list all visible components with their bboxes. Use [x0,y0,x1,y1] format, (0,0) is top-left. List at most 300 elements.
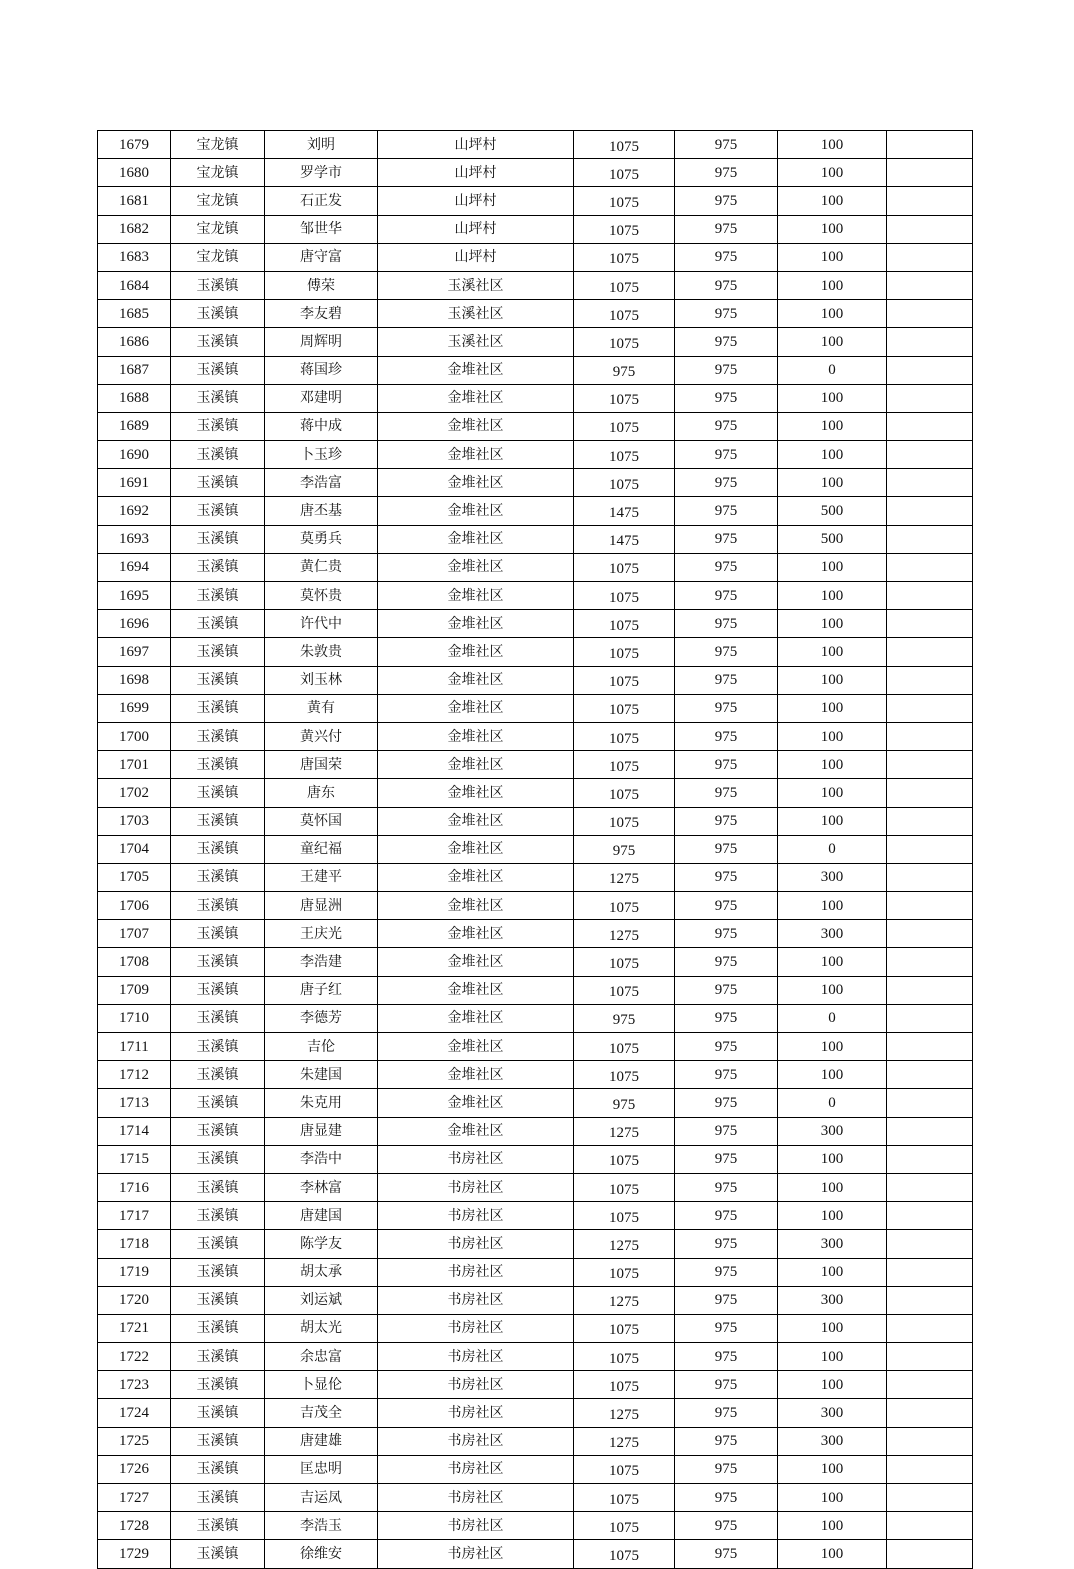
amount-a-cell: 1075 [574,215,675,243]
name-cell: 李浩富 [265,469,378,497]
difference-cell: 100 [778,187,887,215]
table-row [98,497,973,525]
name-cell: 唐建雄 [265,1427,378,1455]
remark-cell [887,1455,973,1483]
remark-cell [887,751,973,779]
community-cell: 金堆社区 [378,384,574,412]
difference-cell: 100 [778,271,887,299]
name-cell: 蒋中成 [265,412,378,440]
amount-a-cell: 1475 [574,497,675,525]
table-row [98,1427,973,1455]
amount-a-cell: 1075 [574,751,675,779]
amount-a-cell: 1075 [574,638,675,666]
amount-b-cell: 975 [675,1371,778,1399]
amount-a-cell: 1075 [574,582,675,610]
remark-cell [887,1202,973,1230]
community-cell: 金堆社区 [378,610,574,638]
town-cell: 玉溪镇 [171,497,265,525]
row-number-cell: 1680 [98,159,171,187]
amount-b-cell: 975 [675,356,778,384]
table-row [98,610,973,638]
amount-a-cell: 1275 [574,1427,675,1455]
table-row [98,694,973,722]
remark-cell [887,469,973,497]
name-cell: 李浩玉 [265,1512,378,1540]
difference-cell: 100 [778,610,887,638]
name-cell: 胡太光 [265,1314,378,1342]
remark-cell [887,1061,973,1089]
amount-b-cell: 975 [675,159,778,187]
difference-cell: 0 [778,835,887,863]
community-cell: 山坪村 [378,215,574,243]
row-number-cell: 1690 [98,441,171,469]
row-number-cell: 1727 [98,1484,171,1512]
community-cell: 金堆社区 [378,356,574,384]
table-row [98,666,973,694]
amount-b-cell: 975 [675,497,778,525]
name-cell: 莫怀贵 [265,582,378,610]
town-cell: 玉溪镇 [171,1371,265,1399]
name-cell: 李浩中 [265,1145,378,1173]
remark-cell [887,1258,973,1286]
remark-cell [887,1286,973,1314]
row-number-cell: 1679 [98,131,171,159]
table-row [98,1004,973,1032]
name-cell: 周辉明 [265,328,378,356]
town-cell: 玉溪镇 [171,920,265,948]
amount-a-cell: 1075 [574,1314,675,1342]
community-cell: 书房社区 [378,1455,574,1483]
row-number-cell: 1688 [98,384,171,412]
difference-cell: 100 [778,1343,887,1371]
remark-cell [887,807,973,835]
amount-b-cell: 975 [675,1286,778,1314]
amount-a-cell: 1075 [574,441,675,469]
community-cell: 金堆社区 [378,553,574,581]
row-number-cell: 1696 [98,610,171,638]
difference-cell: 100 [778,243,887,271]
amount-b-cell: 975 [675,751,778,779]
difference-cell: 100 [778,948,887,976]
row-number-cell: 1726 [98,1455,171,1483]
community-cell: 书房社区 [378,1512,574,1540]
table-row [98,1343,973,1371]
community-cell: 金堆社区 [378,412,574,440]
difference-cell: 100 [778,751,887,779]
table-row [98,328,973,356]
amount-b-cell: 975 [675,412,778,440]
difference-cell: 0 [778,1004,887,1032]
town-cell: 玉溪镇 [171,1089,265,1117]
difference-cell: 100 [778,412,887,440]
town-cell: 玉溪镇 [171,1004,265,1032]
community-cell: 金堆社区 [378,441,574,469]
amount-b-cell: 975 [675,807,778,835]
remark-cell [887,1540,973,1568]
row-number-cell: 1702 [98,779,171,807]
difference-cell: 100 [778,384,887,412]
community-cell: 金堆社区 [378,638,574,666]
row-number-cell: 1712 [98,1061,171,1089]
community-cell: 书房社区 [378,1540,574,1568]
remark-cell [887,441,973,469]
amount-b-cell: 975 [675,1089,778,1117]
community-cell: 金堆社区 [378,892,574,920]
name-cell: 吉茂全 [265,1399,378,1427]
table-row [98,1033,973,1061]
table-row [98,779,973,807]
difference-cell: 100 [778,1202,887,1230]
table-body [98,131,973,1569]
table-row [98,1286,973,1314]
amount-a-cell: 1075 [574,243,675,271]
table-row [98,835,973,863]
community-cell: 山坪村 [378,159,574,187]
amount-b-cell: 975 [675,553,778,581]
amount-b-cell: 975 [675,1230,778,1258]
row-number-cell: 1693 [98,525,171,553]
row-number-cell: 1716 [98,1173,171,1201]
town-cell: 玉溪镇 [171,1202,265,1230]
row-number-cell: 1721 [98,1314,171,1342]
name-cell: 徐维安 [265,1540,378,1568]
town-cell: 玉溪镇 [171,553,265,581]
town-cell: 玉溪镇 [171,1117,265,1145]
town-cell: 玉溪镇 [171,1033,265,1061]
difference-cell: 100 [778,638,887,666]
amount-b-cell: 975 [675,300,778,328]
name-cell: 邹世华 [265,215,378,243]
remark-cell [887,638,973,666]
row-number-cell: 1681 [98,187,171,215]
name-cell: 匡忠明 [265,1455,378,1483]
town-cell: 玉溪镇 [171,1540,265,1568]
remark-cell [887,131,973,159]
row-number-cell: 1720 [98,1286,171,1314]
town-cell: 玉溪镇 [171,1061,265,1089]
amount-b-cell: 975 [675,131,778,159]
amount-b-cell: 975 [675,1004,778,1032]
town-cell: 玉溪镇 [171,356,265,384]
amount-b-cell: 975 [675,779,778,807]
name-cell: 黄有 [265,694,378,722]
amount-b-cell: 975 [675,694,778,722]
amount-a-cell: 1075 [574,412,675,440]
name-cell: 石正发 [265,187,378,215]
difference-cell: 100 [778,159,887,187]
town-cell: 玉溪镇 [171,863,265,891]
row-number-cell: 1715 [98,1145,171,1173]
name-cell: 唐显洲 [265,892,378,920]
table-row [98,384,973,412]
table-row [98,722,973,750]
row-number-cell: 1723 [98,1371,171,1399]
table-row [98,525,973,553]
table-row [98,243,973,271]
community-cell: 金堆社区 [378,497,574,525]
remark-cell [887,1004,973,1032]
table-row [98,1117,973,1145]
amount-b-cell: 975 [675,1484,778,1512]
name-cell: 吉伦 [265,1033,378,1061]
amount-b-cell: 975 [675,1202,778,1230]
amount-a-cell: 1275 [574,1230,675,1258]
town-cell: 玉溪镇 [171,1399,265,1427]
difference-cell: 100 [778,328,887,356]
community-cell: 玉溪社区 [378,328,574,356]
remark-cell [887,243,973,271]
community-cell: 金堆社区 [378,807,574,835]
community-cell: 金堆社区 [378,1004,574,1032]
remark-cell [887,1033,973,1061]
amount-a-cell: 1075 [574,948,675,976]
community-cell: 金堆社区 [378,666,574,694]
amount-a-cell: 1075 [574,1033,675,1061]
amount-b-cell: 975 [675,976,778,1004]
town-cell: 玉溪镇 [171,441,265,469]
table-row [98,553,973,581]
town-cell: 玉溪镇 [171,1230,265,1258]
remark-cell [887,1427,973,1455]
town-cell: 玉溪镇 [171,1258,265,1286]
row-number-cell: 1703 [98,807,171,835]
amount-b-cell: 975 [675,1173,778,1201]
row-number-cell: 1694 [98,553,171,581]
name-cell: 罗学市 [265,159,378,187]
name-cell: 黄仁贵 [265,553,378,581]
remark-cell [887,159,973,187]
community-cell: 书房社区 [378,1484,574,1512]
difference-cell: 100 [778,1540,887,1568]
table-row [98,638,973,666]
remark-cell [887,1173,973,1201]
town-cell: 玉溪镇 [171,1314,265,1342]
community-cell: 书房社区 [378,1399,574,1427]
community-cell: 金堆社区 [378,582,574,610]
row-number-cell: 1709 [98,976,171,1004]
community-cell: 金堆社区 [378,694,574,722]
row-number-cell: 1684 [98,271,171,299]
name-cell: 李友碧 [265,300,378,328]
table-row [98,920,973,948]
table-row [98,1455,973,1483]
row-number-cell: 1728 [98,1512,171,1540]
remark-cell [887,1371,973,1399]
community-cell: 金堆社区 [378,1033,574,1061]
community-cell: 金堆社区 [378,1061,574,1089]
difference-cell: 100 [778,1061,887,1089]
name-cell: 黄兴付 [265,722,378,750]
table-row [98,948,973,976]
amount-b-cell: 975 [675,948,778,976]
town-cell: 宝龙镇 [171,215,265,243]
community-cell: 金堆社区 [378,920,574,948]
amount-a-cell: 1075 [574,779,675,807]
amount-b-cell: 975 [675,1540,778,1568]
table-row [98,1484,973,1512]
row-number-cell: 1724 [98,1399,171,1427]
table-row [98,271,973,299]
table-row [98,751,973,779]
remark-cell [887,1089,973,1117]
row-number-cell: 1695 [98,582,171,610]
amount-b-cell: 975 [675,187,778,215]
row-number-cell: 1718 [98,1230,171,1258]
row-number-cell: 1686 [98,328,171,356]
name-cell: 胡太承 [265,1258,378,1286]
table-row [98,1314,973,1342]
amount-a-cell: 1075 [574,159,675,187]
name-cell: 朱建国 [265,1061,378,1089]
community-cell: 书房社区 [378,1202,574,1230]
amount-a-cell: 1075 [574,1061,675,1089]
community-cell: 金堆社区 [378,469,574,497]
table-row [98,1258,973,1286]
remark-cell [887,694,973,722]
town-cell: 玉溪镇 [171,271,265,299]
name-cell: 李浩建 [265,948,378,976]
amount-b-cell: 975 [675,892,778,920]
row-number-cell: 1707 [98,920,171,948]
amount-b-cell: 975 [675,863,778,891]
remark-cell [887,412,973,440]
row-number-cell: 1683 [98,243,171,271]
town-cell: 玉溪镇 [171,300,265,328]
town-cell: 玉溪镇 [171,328,265,356]
table-row [98,187,973,215]
amount-b-cell: 975 [675,1455,778,1483]
amount-a-cell: 975 [574,1004,675,1032]
remark-cell [887,271,973,299]
town-cell: 玉溪镇 [171,1512,265,1540]
difference-cell: 100 [778,807,887,835]
difference-cell: 100 [778,976,887,1004]
town-cell: 玉溪镇 [171,666,265,694]
remark-cell [887,863,973,891]
table-row [98,807,973,835]
town-cell: 玉溪镇 [171,1173,265,1201]
remark-cell [887,1314,973,1342]
difference-cell: 100 [778,441,887,469]
town-cell: 宝龙镇 [171,187,265,215]
remark-cell [887,300,973,328]
remark-cell [887,553,973,581]
table-row [98,159,973,187]
table-row [98,1399,973,1427]
amount-a-cell: 1275 [574,1117,675,1145]
amount-a-cell: 1075 [574,1455,675,1483]
amount-a-cell: 1075 [574,131,675,159]
table-row [98,1145,973,1173]
amount-a-cell: 1275 [574,920,675,948]
town-cell: 玉溪镇 [171,1455,265,1483]
remark-cell [887,187,973,215]
name-cell: 傅荣 [265,271,378,299]
row-number-cell: 1719 [98,1258,171,1286]
difference-cell: 100 [778,1455,887,1483]
town-cell: 玉溪镇 [171,469,265,497]
name-cell: 唐丕基 [265,497,378,525]
amount-b-cell: 975 [675,1399,778,1427]
name-cell: 童纪福 [265,835,378,863]
difference-cell: 300 [778,1117,887,1145]
amount-a-cell: 1275 [574,1399,675,1427]
amount-a-cell: 1075 [574,892,675,920]
name-cell: 唐建国 [265,1202,378,1230]
community-cell: 山坪村 [378,187,574,215]
name-cell: 卜显伦 [265,1371,378,1399]
town-cell: 玉溪镇 [171,892,265,920]
name-cell: 朱克用 [265,1089,378,1117]
name-cell: 唐东 [265,779,378,807]
town-cell: 宝龙镇 [171,131,265,159]
amount-b-cell: 975 [675,1033,778,1061]
community-cell: 书房社区 [378,1427,574,1455]
community-cell: 金堆社区 [378,835,574,863]
row-number-cell: 1705 [98,863,171,891]
community-cell: 书房社区 [378,1230,574,1258]
name-cell: 莫怀国 [265,807,378,835]
table-row [98,1089,973,1117]
town-cell: 玉溪镇 [171,722,265,750]
amount-a-cell: 1075 [574,300,675,328]
name-cell: 陈学友 [265,1230,378,1258]
amount-a-cell: 1075 [574,1145,675,1173]
amount-b-cell: 975 [675,1427,778,1455]
remark-cell [887,779,973,807]
amount-b-cell: 975 [675,920,778,948]
name-cell: 刘运斌 [265,1286,378,1314]
row-number-cell: 1710 [98,1004,171,1032]
remark-cell [887,384,973,412]
table-row [98,582,973,610]
name-cell: 刘玉林 [265,666,378,694]
name-cell: 卜玉珍 [265,441,378,469]
difference-cell: 300 [778,1286,887,1314]
name-cell: 唐子红 [265,976,378,1004]
table-row [98,131,973,159]
table-row [98,1371,973,1399]
amount-a-cell: 1075 [574,1202,675,1230]
amount-a-cell: 1475 [574,525,675,553]
table-row [98,1061,973,1089]
row-number-cell: 1691 [98,469,171,497]
amount-a-cell: 1075 [574,1343,675,1371]
difference-cell: 100 [778,1258,887,1286]
difference-cell: 100 [778,722,887,750]
row-number-cell: 1697 [98,638,171,666]
community-cell: 书房社区 [378,1173,574,1201]
amount-b-cell: 975 [675,384,778,412]
difference-cell: 100 [778,1314,887,1342]
town-cell: 玉溪镇 [171,1145,265,1173]
name-cell: 莫勇兵 [265,525,378,553]
difference-cell: 300 [778,1399,887,1427]
difference-cell: 100 [778,779,887,807]
table-row [98,863,973,891]
difference-cell: 300 [778,920,887,948]
amount-b-cell: 975 [675,1258,778,1286]
amount-a-cell: 975 [574,1089,675,1117]
amount-a-cell: 1075 [574,469,675,497]
table-row [98,1512,973,1540]
remark-cell [887,328,973,356]
row-number-cell: 1711 [98,1033,171,1061]
town-cell: 玉溪镇 [171,412,265,440]
difference-cell: 100 [778,892,887,920]
remark-cell [887,1484,973,1512]
data-table [97,130,973,1569]
